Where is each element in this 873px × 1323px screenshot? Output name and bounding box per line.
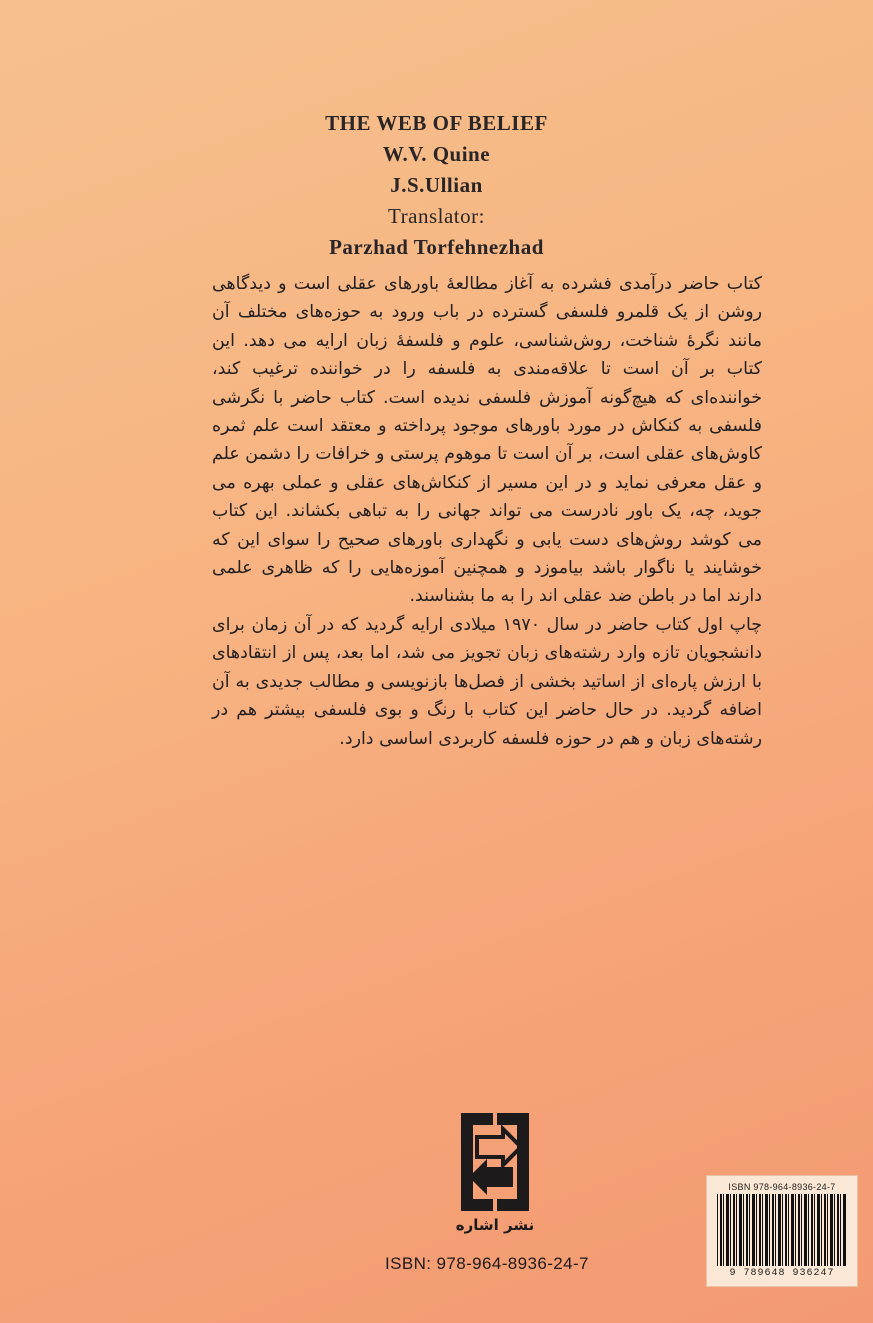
barcode-isbn-text: ISBN 978-964-8936-24-7 (728, 1182, 836, 1192)
description-paragraph-1: کتاب حاضر درآمدی فشرده به آغاز مطالعهٔ باورهای عقلی است و دیدگاهی روشن از یک قلمرو فلسفی گسترده در باب ورود به حوزه‌های مختلف آن مانند نگرهٔ شناخت، روش‌شناسی، علوم و فلسفهٔ زبان ارایه می دهد. این کتاب بر آن است تا علاقه‌مندی به فلسفه را در خواننده ترغیب کند، خواننده‌ای که هیچ‌گونه آموزش فلسفی ندیده است. کتاب حاضر با نگرشی فلسفی به کنکاش در مورد باورهای موجود پرداخته و معتقد است علم ثمره کاوش‌های عقلی است، بر آن است تا موهوم پرستی و خرافات را دشمن علم و عقل معرفی نماید و در این مسیر از کنکاش‌های عقلی و عملی بهره می جوید، چه، یک باور نادرست می تواند جهانی را به تباهی بکشاند. این کتاب می کوشد روش‌های دست یابی و نگهداری باورهای صحیح را سوای این که خوشایند یا ناگوار باشد بیاموزد و همچنین آموزه‌هایی را که ظاهری علمی دارند اما در باطن ضد عقلی اند را به ما بشناسند. (212, 274, 762, 607)
author-quine: W.V. Quine (382, 142, 491, 166)
translator-name: Parzhad Torfehnezhad (329, 235, 544, 259)
barcode (706, 1175, 858, 1287)
description-paragraph-2: چاپ اول کتاب حاضر در سال ۱۹۷۰ میلادی ارایه گردید که در آن زمان برای دانشجویان تازه وارد رشته‌های زبان تجویز می شد، اما بعد، پس از انتقادهای با ارزش پاره‌ای از اساتید بخشی از فصل‌ها بازنویسی و مطالب جدیدی به آن اضافه گردید. در حال حاضر این کتاب با رنگ و بوی فلسفی بیشتر هم در رشته‌های زبان و هم در حوزه فلسفه کاربردی اساسی دارد. (212, 614, 762, 749)
isbn-label: ISBN: 978-964-8936-24-7 (385, 1254, 589, 1273)
translator-label: Translator: (388, 204, 485, 228)
book-header (0, 108, 873, 263)
barcode-number: 9 789648 936247 (729, 1268, 835, 1279)
book-description (212, 270, 762, 753)
barcode-bars (717, 1194, 847, 1266)
author-ullian: J.S.Ullian (390, 173, 483, 197)
publisher-name: نشر اشاره (455, 1216, 535, 1234)
publisher-logo-arrows-icon (455, 1107, 535, 1227)
book-title: THE WEB OF BELIEF (325, 111, 548, 135)
